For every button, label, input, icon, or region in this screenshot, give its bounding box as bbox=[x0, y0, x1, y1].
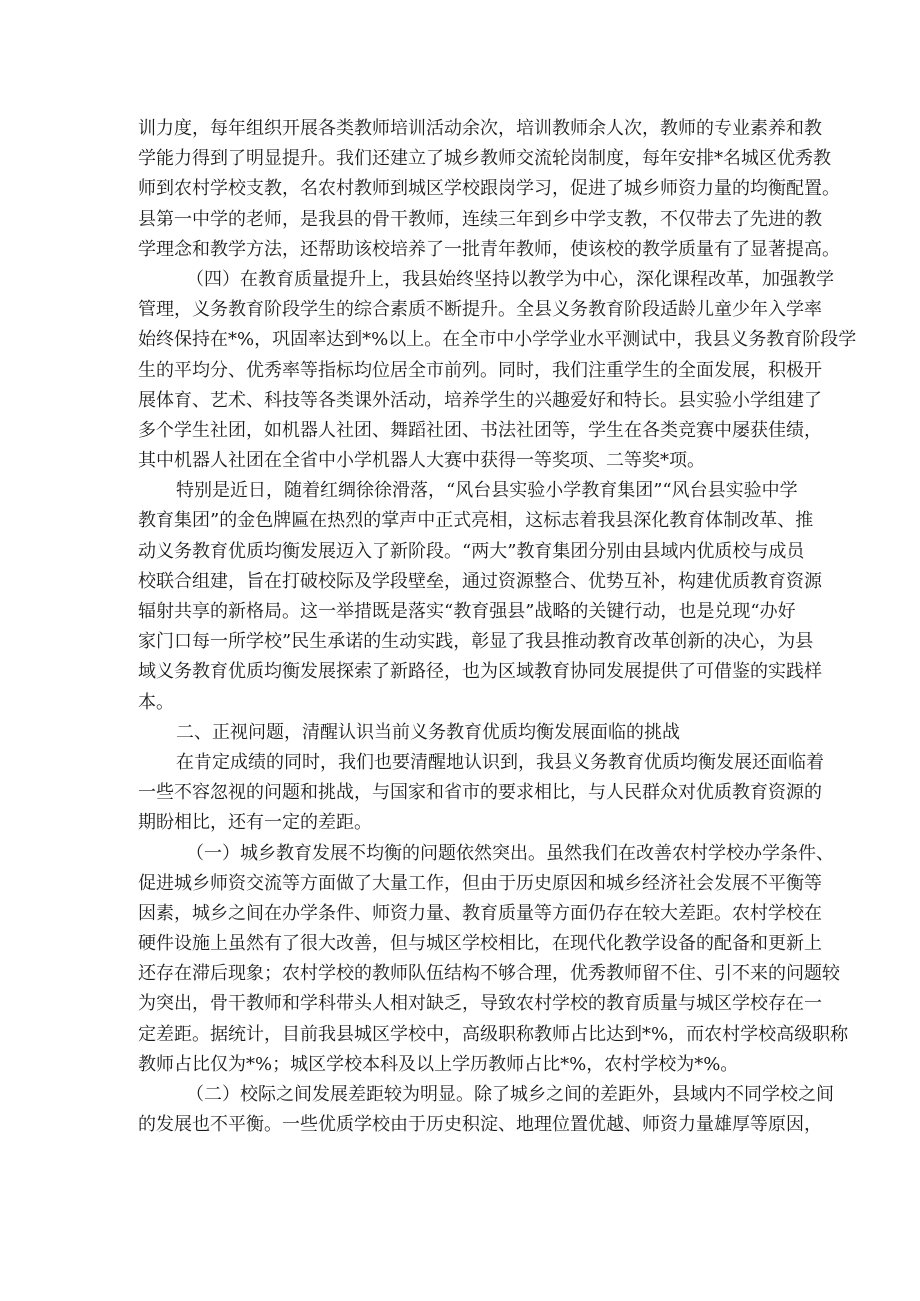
text-line: 其中机器人社团在全省中小学机器人大赛中获得一等奖项、二等奖*项。 bbox=[138, 450, 705, 472]
text-line: 训力度，每年组织开展各类教师培训活动余次，培训教师余人次，教师的专业素养和教 bbox=[138, 118, 822, 139]
text-line: 管理，义务教育阶段学生的综合素质不断提升。全县义务教育阶段适龄儿童少年入学率 bbox=[138, 299, 822, 321]
text-line: 硬件设施上虽然有了很大改善，但与城区学校相比，在现代化教学设备的配备和更新上 bbox=[138, 933, 822, 955]
paragraph-start-line: 特别是近日，随着红绸徐徐滑落，“风台县实验小学教育集团”“风台县实验中学 bbox=[176, 480, 798, 502]
text-line: 本。 bbox=[138, 691, 174, 713]
text-line: 辐射共享的新格局。这一举措既是落实“教育强县”战略的关键行动，也是兑现“办好 bbox=[138, 601, 796, 622]
text-line: 校联合组建，旨在打破校际及学段壁垒，通过资源整合、优势互补，构建优质教育资源 bbox=[138, 570, 822, 592]
document-page bbox=[138, 114, 857, 1140]
paragraph-start-line: （四）在教育质量提升上，我县始终坚持以教学为中心，深化课程改革，加强教学 bbox=[186, 268, 834, 290]
text-line: 还存在滞后现象；农村学校的教师队伍结构不够合理，优秀教师留不住、引不来的问题较 bbox=[138, 963, 840, 985]
text-line: 域义务教育优质均衡发展探索了新路径，也为区域教育协同发展提供了可借鉴的实践样 bbox=[138, 661, 822, 683]
paragraph-start-line: （二）校际之间发展差距较为明显。除了城乡之间的差距外，县域内不同学校之间 bbox=[186, 1084, 834, 1105]
text-line: 学理念和教学方法，还帮助该校培养了一批青年教师，使该校的教学质量有了显著提高。 bbox=[138, 238, 840, 260]
text-line: 生的平均分、优秀率等指标均位居全市前列。同时，我们注重学生的全面发展，积极开 bbox=[138, 359, 822, 381]
text-line: 的发展也不平衡。一些优质学校由于历史积淀、地理位置优越、师资力量雄厚等原因， bbox=[138, 1114, 822, 1136]
text-line: 动义务教育优质均衡发展迈入了新阶段。“两大”教育集团分别由县域内优质校与成员 bbox=[138, 540, 805, 562]
text-line: 县第一中学的老师，是我县的骨干教师，连续三年到乡中学支教，不仅带去了先进的教 bbox=[138, 208, 822, 230]
text-line: 定差距。据统计，目前我县城区学校中，高级职称教师占比达到*%，而农村学校高级职称 bbox=[138, 1023, 849, 1045]
text-line: 多个学生社团，如机器人社团、舞蹈社团、书法社团等，学生在各类竞赛中屡获佳绩， bbox=[138, 419, 822, 441]
text-line: 教师占比仅为*%；城区学校本科及以上学历教师占比*%，农村学校为*%。 bbox=[138, 1053, 739, 1075]
section-heading: 二、正视问题，清醒认识当前义务教育优质均衡发展面临的挑战 bbox=[176, 721, 680, 743]
text-line: 期盼相比，还有一定的差距。 bbox=[138, 812, 372, 834]
text-line: 促进城乡师资交流等方面做了大量工作，但由于历史原因和城乡经济社会发展不平衡等 bbox=[138, 872, 822, 894]
text-line: 一些不容忽视的问题和挑战，与国家和省市的要求相比，与人民群众对优质教育资源的 bbox=[138, 782, 822, 804]
text-line: 师到农村学校支教，名农村教师到城区学校跟岗学习，促进了城乡师资力量的均衡配置。 bbox=[138, 178, 840, 200]
text-line: 教育集团”的金色牌匾在热烈的掌声中正式亮相，这标志着我县深化教育体制改革、推 bbox=[138, 510, 814, 532]
text-line: 学能力得到了明显提升。我们还建立了城乡教师交流轮岗制度，每年安排*名城区优秀教 bbox=[138, 148, 831, 170]
text-line: 因素，城乡之间在办学条件、师资力量、教育质量等方面仍存在较大差距。农村学校在 bbox=[138, 902, 822, 924]
text-line: 为突出，骨干教师和学科带头人相对缺乏，导致农村学校的教育质量与城区学校存在一 bbox=[138, 993, 822, 1015]
text-line: 家门口每一所学校”民生承诺的生动实践，彰显了我县推动教育改革创新的决心，为县 bbox=[138, 631, 814, 653]
paragraph-start-line: 在肯定成绩的同时，我们也要清醒地认识到，我县义务教育优质均衡发展还面临着 bbox=[176, 751, 824, 773]
text-line: 始终保持在*%，巩固率达到*%以上。在全市中小学学业水平测试中，我县义务教育阶段学 bbox=[138, 329, 857, 351]
text-line: 展体育、艺术、科技等各类课外活动，培养学生的兴趣爱好和特长。县实验小学组建了 bbox=[138, 389, 822, 411]
paragraph-start-line: （一）城乡教育发展不均衡的问题依然突出。虽然我们在改善农村学校办学条件、 bbox=[186, 842, 834, 864]
